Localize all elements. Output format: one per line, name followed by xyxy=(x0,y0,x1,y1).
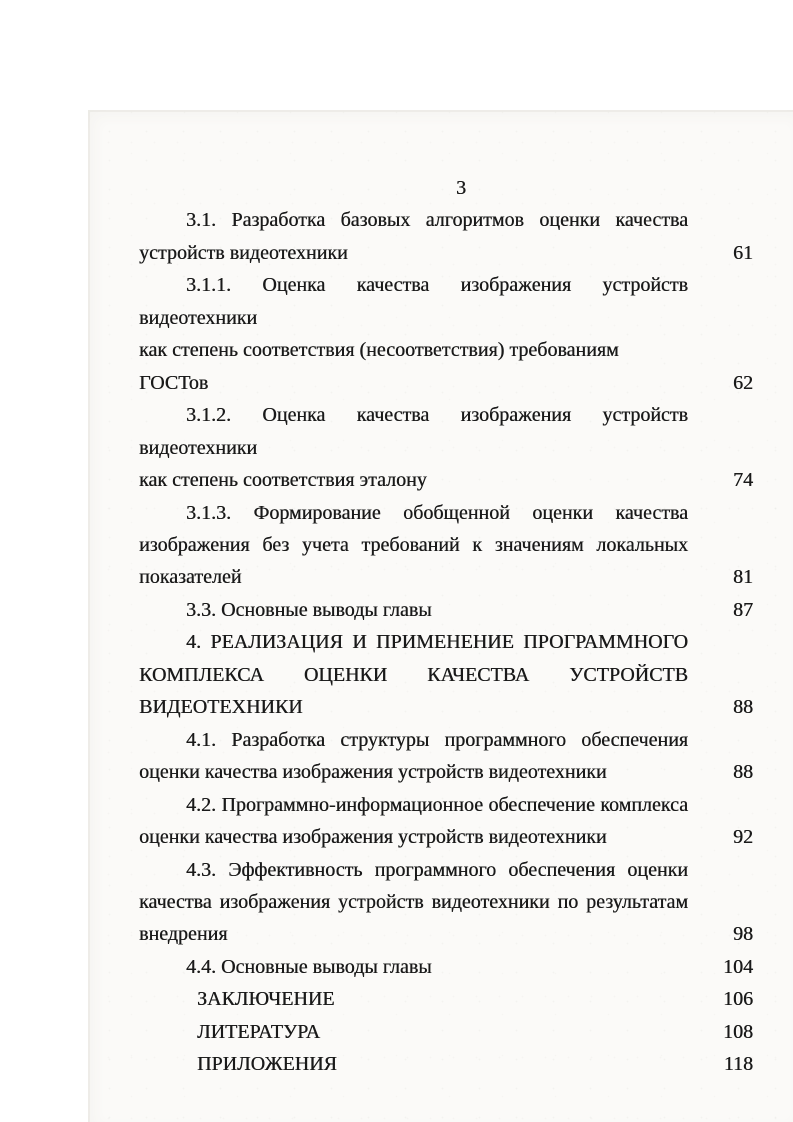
toc-entry-line: 4.1. Разработка структуры программного обеспечения xyxy=(186,728,688,751)
toc-entry-line: 3.3. Основные выводы главы xyxy=(186,598,432,621)
toc-entry xyxy=(139,399,753,496)
toc-entry xyxy=(139,724,753,789)
toc-entry-line: ЗАКЛЮЧЕНИЕ xyxy=(197,988,335,1011)
toc-page-number: 92 xyxy=(733,826,753,849)
toc-entry-line: 3.1.2. Оценка качества изображения устройств видеотехники xyxy=(139,404,688,459)
toc-page-number: 88 xyxy=(733,761,753,784)
toc-page-number: 118 xyxy=(723,1053,753,1076)
toc-entry xyxy=(139,594,753,626)
toc-entry-line: показателей xyxy=(139,566,242,589)
toc-entry-line: качества изображения устройств видеотехники по результатам xyxy=(139,890,688,913)
toc-page-number: 88 xyxy=(733,696,753,719)
toc-entry xyxy=(139,951,753,983)
toc-entry xyxy=(139,497,753,594)
toc-page-number: 74 xyxy=(733,469,753,492)
toc-entry xyxy=(139,626,753,723)
document-page xyxy=(88,110,793,1122)
toc-entry-line: как степень соответствия эталону xyxy=(139,469,427,492)
toc-entry-line: ЛИТЕРАТУРА xyxy=(197,1020,321,1043)
page-number-header: 3 xyxy=(456,177,466,199)
toc-entry-line: внедрения xyxy=(139,923,228,946)
toc-entry xyxy=(139,983,753,1015)
toc-entry-line: КОМПЛЕКСА ОЦЕНКИ КАЧЕСТВА УСТРОЙСТВ xyxy=(139,663,688,686)
toc-list xyxy=(139,204,753,1080)
toc-entry-line: 4.4. Основные выводы главы xyxy=(186,955,432,978)
toc-entry-line: 3.1.1. Оценка качества изображения устройств видеотехники xyxy=(139,274,688,329)
toc-page-number: 87 xyxy=(733,598,753,621)
toc-entry-line: ВИДЕОТЕХНИКИ xyxy=(139,696,303,719)
toc-entry xyxy=(139,854,753,951)
toc-entry-line: ПРИЛОЖЕНИЯ xyxy=(197,1053,337,1076)
toc-page-number: 104 xyxy=(723,955,753,978)
toc-page-number: 106 xyxy=(723,988,753,1011)
toc-page-number: 62 xyxy=(733,371,753,394)
toc-entry-line: как степень соответствия (несоответствия) требованиям ГОСТов xyxy=(139,339,619,394)
toc-entry-line: 3.1.3. Формирование обобщенной оценки качества xyxy=(186,501,688,524)
toc-content xyxy=(139,172,753,1081)
toc-entry xyxy=(139,204,753,269)
toc-entry xyxy=(139,789,753,854)
toc-entry-line: 3.1. Разработка базовых алгоритмов оценки качества xyxy=(186,209,688,232)
toc-entry-line: оценки качества изображения устройств видеотехники xyxy=(139,761,607,784)
toc-page-number: 61 xyxy=(733,241,753,264)
toc-page-number: 108 xyxy=(723,1020,753,1043)
toc-entry xyxy=(139,269,753,399)
toc-entry-line: изображения без учета требований к значениям локальных xyxy=(139,533,688,556)
toc-entry-line: 4.2. Программно-информационное обеспечение комплекса xyxy=(186,793,688,816)
toc-entry xyxy=(139,1048,753,1080)
toc-entry-line: устройств видеотехники xyxy=(139,241,348,264)
toc-page-number: 81 xyxy=(733,566,753,589)
toc-entry-line: 4. РЕАЛИЗАЦИЯ И ПРИМЕНЕНИЕ ПРОГРАММНОГО xyxy=(186,631,688,654)
toc-entry xyxy=(139,1016,753,1048)
toc-page-number: 98 xyxy=(733,923,753,946)
toc-entry-line: 4.3. Эффективность программного обеспечения оценки xyxy=(186,858,688,881)
toc-entry-line: оценки качества изображения устройств видеотехники xyxy=(139,826,607,849)
